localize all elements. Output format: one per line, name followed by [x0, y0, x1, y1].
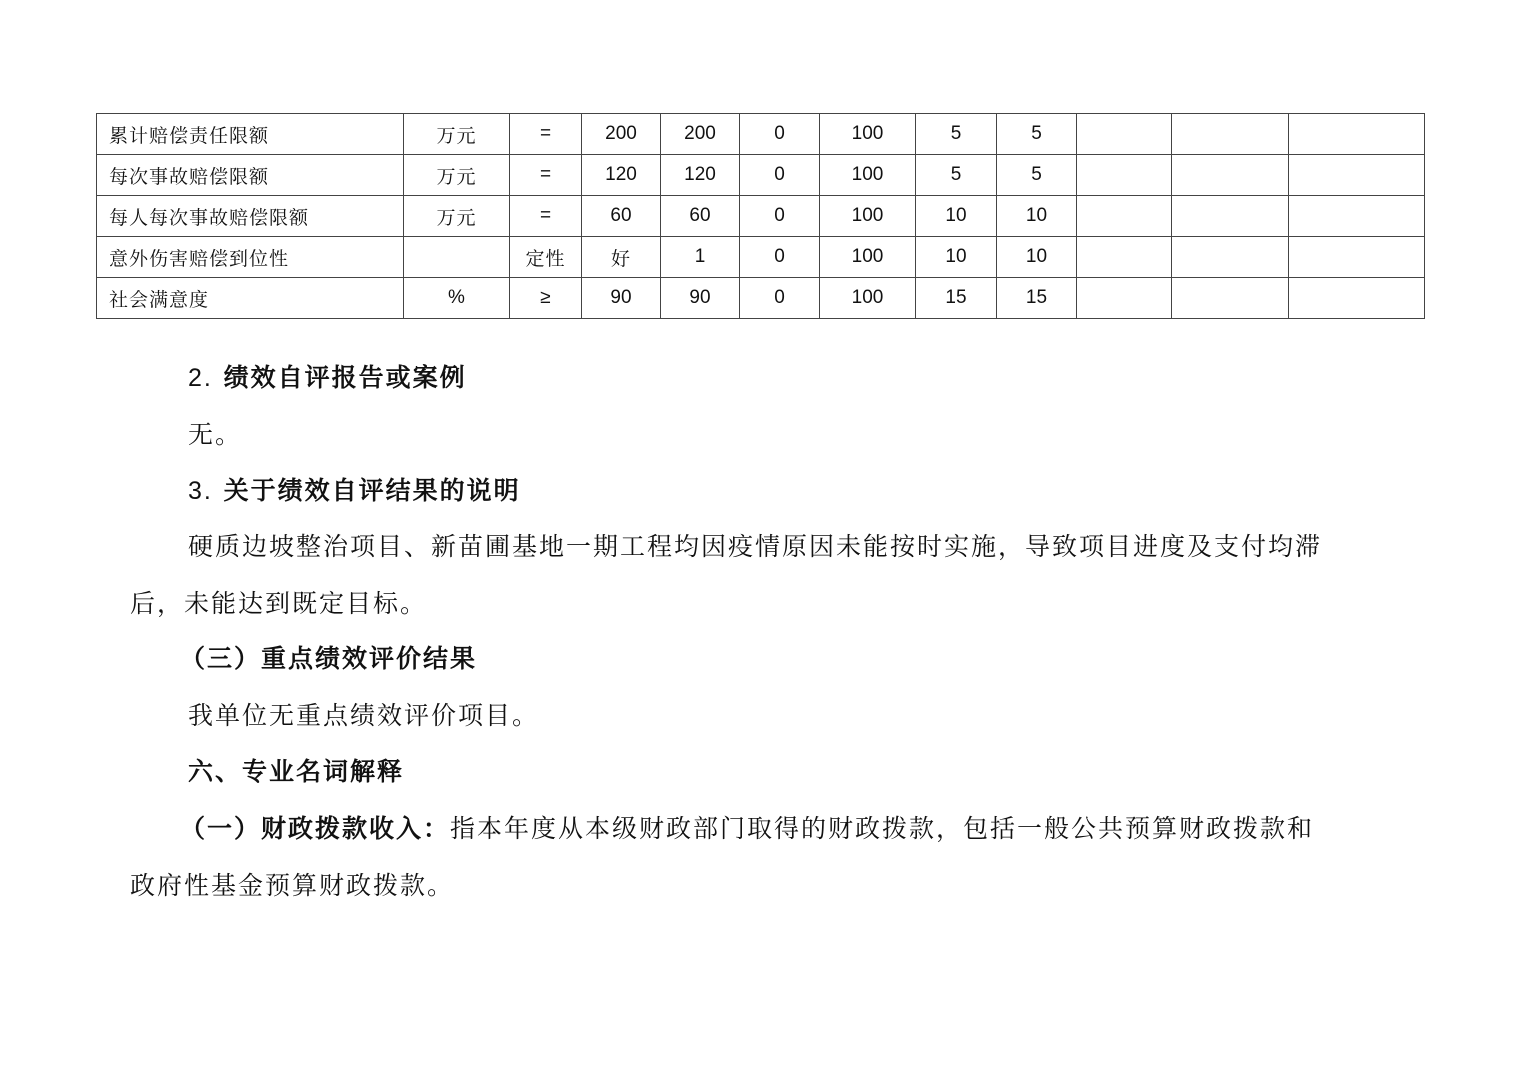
empty-cell	[1172, 237, 1289, 278]
empty-cell	[1289, 196, 1425, 237]
weight-cell: 5	[916, 155, 997, 196]
completion-rate-cell: 100	[820, 114, 916, 155]
deviation-cell: 0	[740, 155, 820, 196]
target-value-cell: 90	[582, 278, 661, 319]
empty-cell	[1077, 237, 1172, 278]
performance-indicator-table	[96, 113, 1425, 319]
empty-cell	[1289, 114, 1425, 155]
weight-cell: 10	[916, 196, 997, 237]
paragraph-explanation-line: 硬质边坡整治项目、新苗圃基地一期工程均因疫情原因未能按时实施，导致项目进度及支付均滞	[188, 532, 1323, 561]
unit-cell: 万元	[404, 196, 510, 237]
actual-value-cell: 200	[661, 114, 740, 155]
heading-number: 3.	[188, 477, 213, 505]
actual-value-cell: 1	[661, 237, 740, 278]
operator-cell: 定性	[510, 237, 582, 278]
empty-cell	[1172, 278, 1289, 319]
score-cell: 5	[997, 155, 1077, 196]
term-definition-text: 指本年度从本级财政部门取得的财政拨款，包括一般公共预算财政拨款和	[450, 814, 1315, 843]
heading-text: 绩效自评报告或案例	[223, 363, 467, 392]
indicator-name-cell: 每次事故赔偿限额	[97, 155, 404, 196]
section-heading-result-explanation	[188, 463, 521, 519]
score-cell: 10	[997, 196, 1077, 237]
empty-cell	[1172, 155, 1289, 196]
section-heading-term-glossary: 六、专业名词解释	[188, 757, 405, 786]
completion-rate-cell: 100	[820, 278, 916, 319]
empty-cell	[1077, 155, 1172, 196]
term-label: （一）财政拨款收入：	[180, 814, 451, 843]
target-value-cell: 200	[582, 114, 661, 155]
operator-cell: =	[510, 114, 582, 155]
deviation-cell: 0	[740, 196, 820, 237]
table-row	[97, 278, 1425, 319]
table-row	[97, 237, 1425, 278]
section-heading-key-evaluation: （三）重点绩效评价结果	[180, 644, 478, 673]
empty-cell	[1077, 278, 1172, 319]
target-value-cell: 60	[582, 196, 661, 237]
paragraph-key-evaluation: 我单位无重点绩效评价项目。	[188, 701, 540, 730]
deviation-cell: 0	[740, 114, 820, 155]
operator-cell: ≥	[510, 278, 582, 319]
score-cell: 10	[997, 237, 1077, 278]
empty-cell	[1077, 196, 1172, 237]
indicator-name-cell: 意外伤害赔偿到位性	[97, 237, 404, 278]
completion-rate-cell: 100	[820, 237, 916, 278]
actual-value-cell: 60	[661, 196, 740, 237]
operator-cell: =	[510, 155, 582, 196]
indicator-name-cell: 社会满意度	[97, 278, 404, 319]
unit-cell: 万元	[404, 114, 510, 155]
target-value-cell: 好	[582, 237, 661, 278]
unit-cell	[404, 237, 510, 278]
score-cell: 5	[997, 114, 1077, 155]
section-heading-self-evaluation-report	[188, 350, 467, 406]
table-row	[97, 196, 1425, 237]
target-value-cell: 120	[582, 155, 661, 196]
paragraph-explanation-line: 后，未能达到既定目标。	[130, 589, 428, 618]
paragraph-term-definition	[180, 801, 1314, 857]
actual-value-cell: 120	[661, 155, 740, 196]
empty-cell	[1172, 114, 1289, 155]
weight-cell: 10	[916, 237, 997, 278]
deviation-cell: 0	[740, 278, 820, 319]
deviation-cell: 0	[740, 237, 820, 278]
heading-number: 2.	[188, 364, 213, 392]
actual-value-cell: 90	[661, 278, 740, 319]
table-row	[97, 155, 1425, 196]
empty-cell	[1289, 155, 1425, 196]
operator-cell: =	[510, 196, 582, 237]
paragraph-none: 无。	[188, 420, 243, 449]
empty-cell	[1289, 237, 1425, 278]
weight-cell: 5	[916, 114, 997, 155]
completion-rate-cell: 100	[820, 196, 916, 237]
empty-cell	[1172, 196, 1289, 237]
empty-cell	[1289, 278, 1425, 319]
table-row	[97, 114, 1425, 155]
score-cell: 15	[997, 278, 1077, 319]
unit-cell: %	[404, 278, 510, 319]
weight-cell: 15	[916, 278, 997, 319]
heading-text: 关于绩效自评结果的说明	[223, 476, 521, 505]
paragraph-term-definition-continued: 政府性基金预算财政拨款。	[130, 871, 455, 900]
empty-cell	[1077, 114, 1172, 155]
indicator-name-cell: 累计赔偿责任限额	[97, 114, 404, 155]
completion-rate-cell: 100	[820, 155, 916, 196]
unit-cell: 万元	[404, 155, 510, 196]
indicator-name-cell: 每人每次事故赔偿限额	[97, 196, 404, 237]
